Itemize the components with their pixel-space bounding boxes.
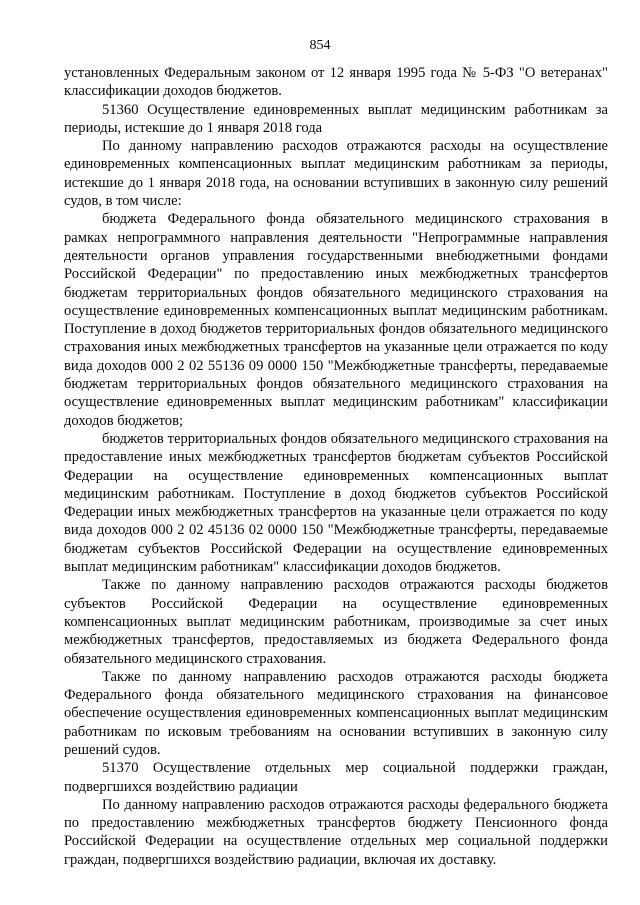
- section-heading-51360: 51360 Осуществление единовременных выплат медицинским работникам за периоды, истекшие до 1 января 2018 года: [64, 101, 608, 136]
- paragraph: бюджета Федерального фонда обязательного медицинского страхования в рамках непрограммного направления деятельности "Непрограммные направления деятельности органов управления государственными внебюджетными фондами Российской Федерации" по предоставлению иных межбюджетных трансфертов бюджетам территориальных фондов обязательного медицинского страхования на осуществление единовременных компенсационных выплат медицинским работникам. Поступление в доход бюджетов территориальных фондов обязательного медицинского страхования иных межбюджетных трансфертов на указанные цели отражается по коду вида доходов 000 2 02 55136 09 0000 150 "Межбюджетные трансферты, передаваемые бюджетам территориальных фондов обязательного медицинского страхования на осуществление единовременных выплат медицинским работникам" классификации доходов бюджетов;: [64, 211, 608, 429]
- section-heading-51370: 51370 Осуществление отдельных мер социальной поддержки граждан, подвергшихся воздействию радиации: [64, 760, 608, 795]
- paragraph: По данному направлению расходов отражаются расходы на осуществление единовременных компенсационных выплат медицинским работникам за периоды, истекшие до 1 января 2018 года, на основании вступивших в законную силу решений судов, в том числе:: [64, 138, 608, 210]
- paragraph: Также по данному направлению расходов отражаются расходы бюджетов субъектов Российской Федерации на осуществление единовременных компенсационных выплат медицинским работникам, производимые за счет иных межбюджетных трансфертов, предоставляемых из бюджета Федерального фонда обязательного медицинского страхования.: [64, 577, 608, 667]
- paragraph: По данному направлению расходов отражаются расходы федерального бюджета по предоставлению межбюджетных трансфертов бюджету Пенсионного фонда Российской Федерации на осуществление отдельных мер социальной поддержки граждан, подвергшихся воздействию радиации, включая их доставку.: [64, 796, 608, 868]
- paragraph: Также по данному направлению расходов отражаются расходы бюджета Федерального фонда обязательного медицинского страхования на финансовое обеспечение осуществления единовременных компенсационных выплат медицинским работникам по исковым требованиям на основании вступивших в законную силу решений судов.: [64, 668, 608, 758]
- paragraph: бюджетов территориальных фондов обязательного медицинского страхования на предоставление иных межбюджетных трансфертов бюджетам субъектов Российской Федерации на осуществление единовременных компенсационных выплат медицинским работникам. Поступление в доход бюджетов субъектов Российской Федерации иных межбюджетных трансфертов на указанные цели отражается по коду вида доходов 000 2 02 45136 02 0000 150 "Межбюджетные трансферты, передаваемые бюджетам субъектов Российской Федерации на осуществление единовременных выплат медицинским работникам" классификации доходов бюджетов.: [64, 430, 608, 576]
- document-body: [64, 64, 608, 869]
- paragraph-continuation: установленных Федеральным законом от 12 января 1995 года № 5-ФЗ "О ветеранах" классификации доходов бюджетов.: [64, 65, 608, 100]
- page-number: 854: [309, 38, 331, 53]
